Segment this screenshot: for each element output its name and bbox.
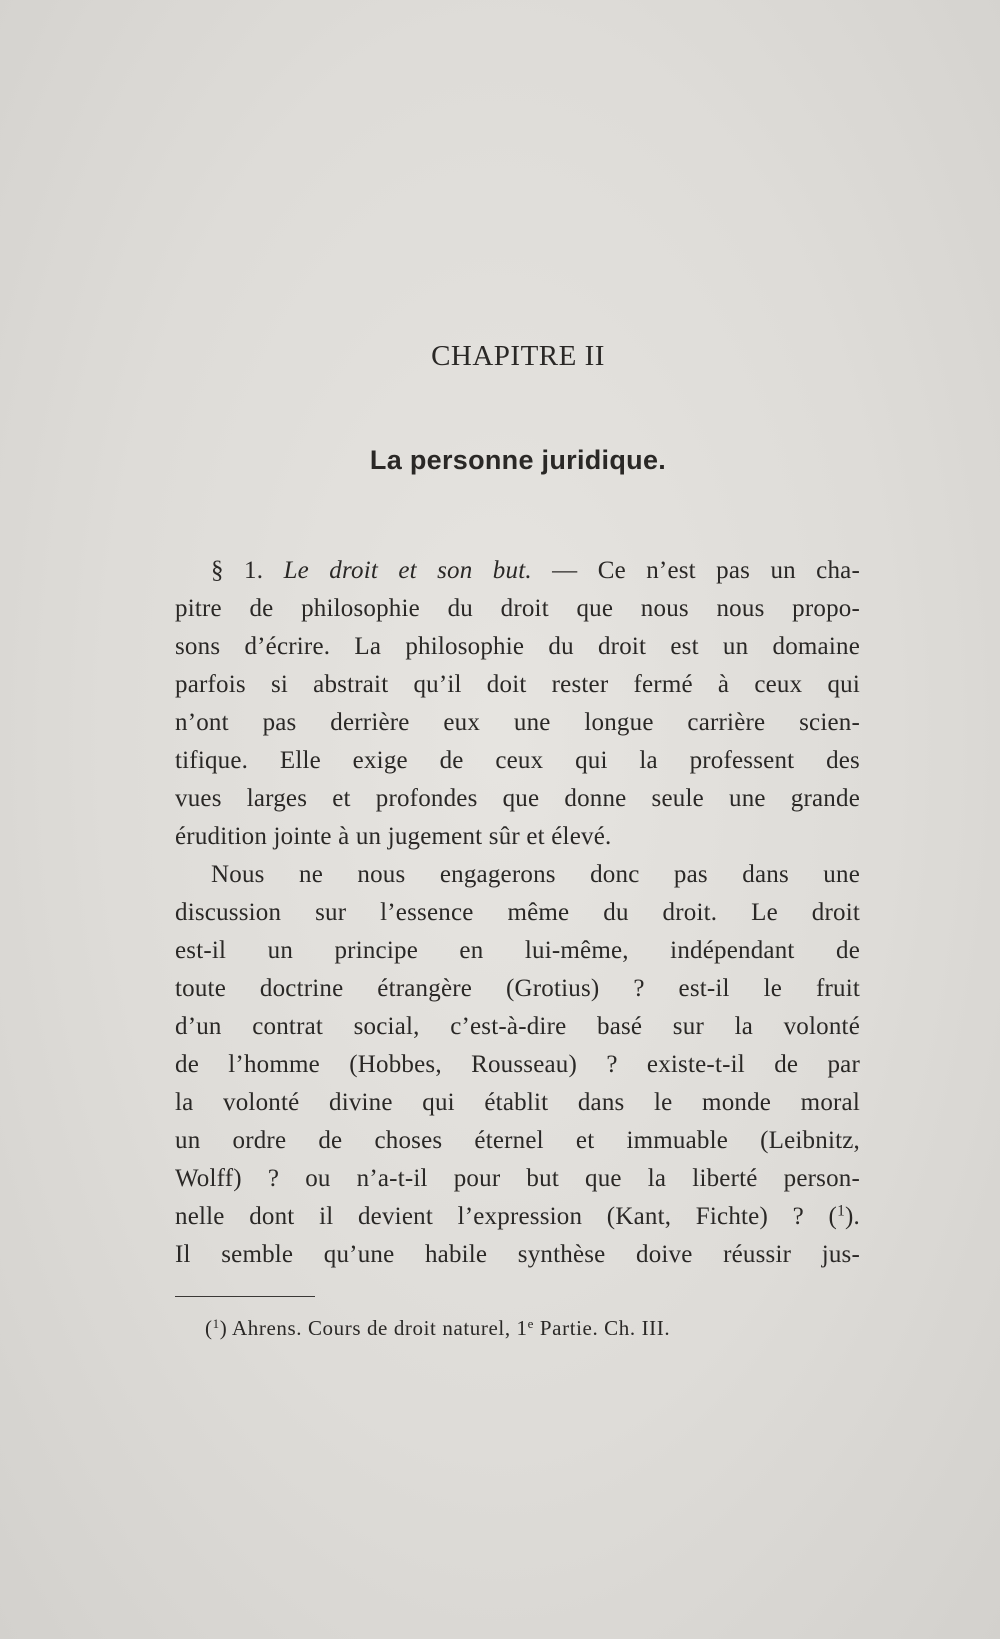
paragraph-1-line-1-rest: — Ce n’est pas un cha-: [552, 557, 861, 584]
paragraph-2-line: un ordre de choses éternel et immuable (Leibnitz,: [175, 1127, 860, 1154]
paragraph-1-line: n’ont pas derrière eux une longue carrière scien-: [175, 709, 860, 736]
section-mark: § 1.: [211, 557, 264, 584]
paragraph-2-line-with-note: [175, 1198, 860, 1236]
paragraph-1-line: sons d’écrire. La philosophie du droit est un domaine: [175, 633, 860, 660]
footnote-open-paren: (: [205, 1316, 213, 1340]
paragraph-2-line: Il semble qu’une habile synthèse doive réussir jus-: [175, 1241, 860, 1268]
paragraph-2-line: Wolff) ? ou n’a-t-il pour but que la liberté person-: [175, 1165, 860, 1192]
footnote-superscript: e: [527, 1315, 535, 1331]
paragraph-2-line: Nous ne nous engagerons donc pas dans une: [211, 861, 860, 888]
footnote-text-end: Partie. Ch. III.: [534, 1316, 671, 1340]
footnote-reference: 1: [837, 1202, 846, 1220]
paragraph-2-line: de l’homme (Hobbes, Rousseau) ? existe-t-il de par: [175, 1051, 860, 1078]
paragraph-2-line: la volonté divine qui établit dans le monde moral: [175, 1089, 860, 1116]
paragraph-2-line: est-il un principe en lui-même, indépendant de: [175, 937, 860, 964]
section-subtitle: Le droit et son but.: [283, 557, 532, 584]
footnote: [205, 1315, 865, 1340]
paragraph-2-line: toute doctrine étrangère (Grotius) ? est-il le fruit: [175, 975, 860, 1002]
paragraph-2-line-end: ).: [845, 1203, 860, 1230]
paragraph-1-line: pitre de philosophie du droit que nous nous propo-: [175, 595, 860, 622]
body-text: [175, 552, 860, 1274]
paragraph-1-line: érudition jointe à un jugement sûr et élevé.: [175, 823, 612, 850]
paragraph-1-line-1: [175, 552, 860, 590]
paragraph-2-line-text: nelle dont il devient l’expression (Kant, Fichte) ? (: [175, 1203, 838, 1230]
section-title: La personne juridique.: [369, 445, 667, 475]
paragraph-1-line: tifique. Elle exige de ceux qui la professent des: [175, 747, 860, 774]
paragraph-2-line: d’un contrat social, c’est-à-dire basé sur la volonté: [175, 1013, 860, 1040]
footnote-marker: 1: [212, 1315, 220, 1331]
chapter-heading: CHAPITRE II: [431, 340, 605, 372]
paragraph-2-line: discussion sur l’essence même du droit. Le droit: [175, 899, 860, 926]
footnote-close-paren: ): [219, 1316, 228, 1340]
paragraph-1-line: vues larges et profondes que donne seule une grande: [175, 785, 860, 812]
footnote-text: Ahrens. Cours de droit naturel, 1: [227, 1316, 528, 1340]
paragraph-1-line: parfois si abstrait qu’il doit rester fermé à ceux qui: [175, 671, 860, 698]
footnote-divider: [175, 1296, 315, 1297]
